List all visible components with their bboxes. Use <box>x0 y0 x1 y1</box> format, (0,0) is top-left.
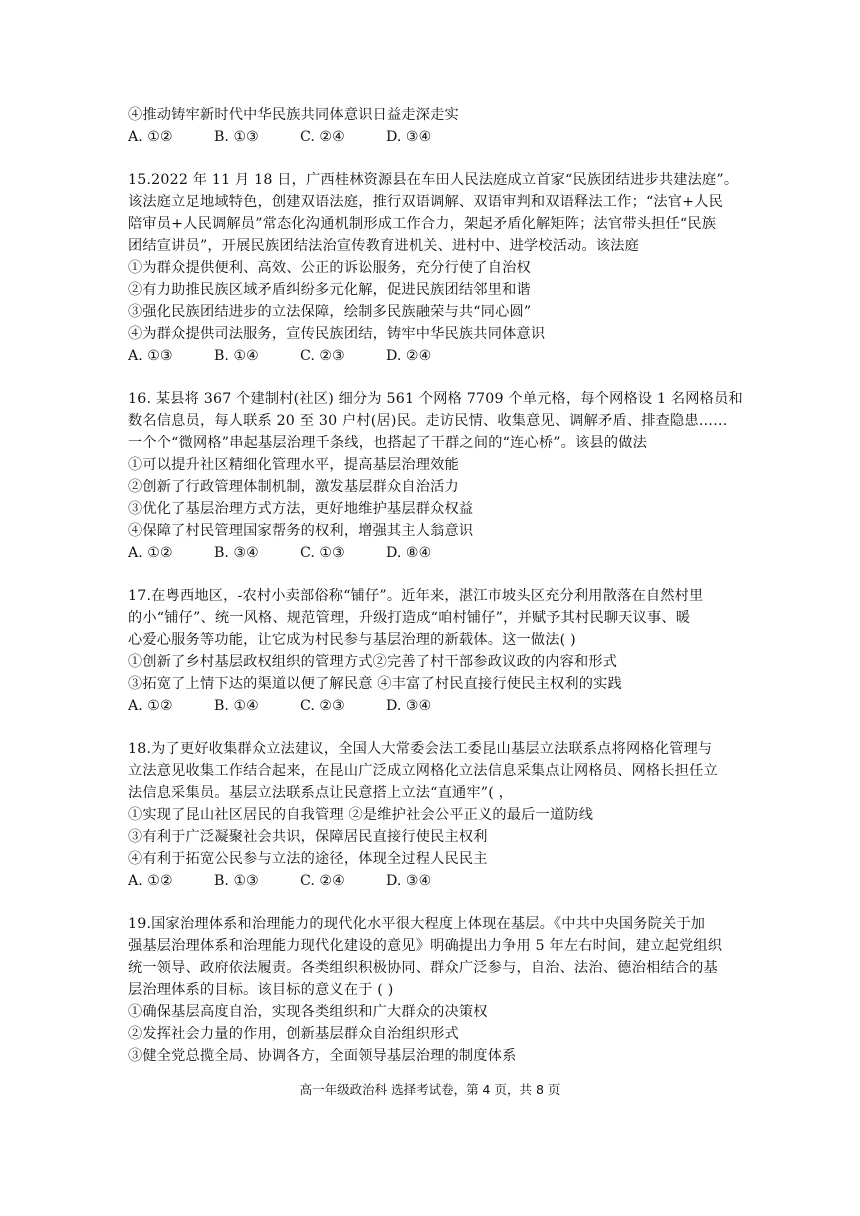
exam-page <box>128 104 748 1067</box>
option-b: B. ①④ <box>214 698 259 714</box>
answer-options <box>128 126 748 148</box>
statement: ①可以提升社区精细化管理水平，提高基层治理效能 <box>128 457 459 473</box>
statement: ③强化民族团结进步的立法保障，绘制多民族融荣与共“同心圆” <box>128 304 532 320</box>
option-b: B. ③④ <box>214 545 259 561</box>
option-d: D. ③④ <box>386 698 432 714</box>
question-text: 15.2022 年 11 月 18 日，广西桂林资源县在车田人民法庭成立首家“民族团结进步共建法庭”。 <box>128 172 739 188</box>
option-c: C. ①③ <box>300 545 345 561</box>
option-a: A. ①② <box>128 545 173 561</box>
option-d: D. ③④ <box>386 873 432 889</box>
option-a: A. ①② <box>128 698 173 714</box>
answer-options <box>128 695 748 717</box>
option-d: D. ③④ <box>386 129 432 145</box>
statement: ③有利于广泛凝聚社会共识，保障居民直接行使民主权利 <box>128 829 488 845</box>
option-c: C. ②③ <box>300 348 345 364</box>
statement: ①为群众提供便利、高效、公正的诉讼服务，充分行使了自治权 <box>128 260 531 276</box>
statement: ①创新了乡村基层政权组织的管理方式②完善了村干部参政议政的内容和形式 <box>128 654 618 670</box>
statement: ①确保基层高度自治，实现各类组织和广大群众的决策权 <box>128 1004 488 1020</box>
statement: ②创新了行政管理体制机制，激发基层群众自治活力 <box>128 479 459 495</box>
option-a: A. ①② <box>128 129 173 145</box>
option-b: B. ①③ <box>214 129 259 145</box>
option-b: B. ①③ <box>214 873 259 889</box>
answer-options <box>128 870 748 892</box>
question-text: 19.国家治理体系和治理能力的现代化水平很大程度上体现在基层。《中共中央国务院关于加 <box>128 916 706 932</box>
statement: ④保障了村民管理国家帮务的权利，增强其主人翁意识 <box>128 523 474 539</box>
option-a: A. ①② <box>128 873 173 889</box>
question-text: 陪审员+人民调解员”常态化沟通机制形成工作合力，架起矛盾化解矩阵；法官带头担任“民族 <box>128 216 717 232</box>
question-text: 层治理体系的目标。该目标的意义在于 ( ) <box>128 982 394 998</box>
question-text: 数名信息员，每人联系 20 至 30 户村(居)民。走访民情、收集意见、调解矛盾、排查隐患…… <box>128 413 728 429</box>
question-text: 一个个“微网格”串起基层治理千条线，也搭起了干群之间的“连心桥”。该县的做法 <box>128 435 647 451</box>
option-d: D. ②④ <box>386 348 432 364</box>
option-a: A. ①③ <box>128 348 173 364</box>
question-text: 18.为了更好收集群众立法建议，全国人大常委会法工委昆山基层立法联系点将网格化管理与 <box>128 741 713 757</box>
page-footer: 高一年级政治科 选择考试卷，第 4 页，共 8 页 <box>299 1082 561 1097</box>
option-c: C. ②④ <box>300 129 345 145</box>
question-15 <box>128 169 748 367</box>
statement: ①实现了昆山社区居民的自我管理 ②是维护社会公平正义的最后一道防线 <box>128 807 594 823</box>
question-text: 17.在粤西地区，-农村小卖部俗称“铺仔”。近年来，湛江市坡头区充分利用散落在自然村里 <box>128 588 704 604</box>
answer-options <box>128 345 748 367</box>
question-text: 法信息采集员。基层立法联系点让民意搭上立法“直通牢”( ， <box>128 785 514 801</box>
question-16 <box>128 388 748 564</box>
question-text: 立法意见收集工作结合起来，在昆山广泛成立网格化立法信息采集点让网格员、网格长担任立 <box>128 763 718 779</box>
question-17 <box>128 585 748 717</box>
question-19 <box>128 913 748 1067</box>
question-text: 强基层治理体系和治理能力现代化建设的意见》明确提出力争用 5 年左右时间，建立起党组织 <box>128 938 723 954</box>
question-text: 团结宣讲员”，开展民族团结法治宣传教育进机关、进村中、进学校活动。该法庭 <box>128 238 640 254</box>
statement: ④有利于拓宽公民参与立法的途径，体现全过程人民民主 <box>128 851 488 867</box>
question-text: 的小“铺仔”、统一风格、规范管理，升级打造成“咱村铺仔”，并赋予其村民聊天议事、暖 <box>128 610 691 626</box>
option-d: D. ⑧④ <box>386 545 432 561</box>
answer-options <box>128 542 748 564</box>
statement: ④为群众提供司法服务，宣传民族团结，铸牢中华民族共同体意识 <box>128 326 546 342</box>
question-18 <box>128 738 748 892</box>
question-text: 心爱心服务等功能，让它成为村民参与基层治理的新载体。这一做法( ) <box>128 632 576 648</box>
question-text: 该法庭立足地域特色，创建双语法庭，推行双语调解、双语审判和双语释法工作；“法官+人民 <box>128 194 724 210</box>
option-b: B. ①④ <box>214 348 259 364</box>
question-text: 统一领导、政府依法履责。各类组织积极协同、群众广泛参与，自治、法治、德治相结合的基 <box>128 960 718 976</box>
statement: ③拓宽了上情下达的渠道以便了解民意 ④丰富了村民直接行使民主权利的实践 <box>128 676 622 692</box>
question-14-tail <box>128 104 748 148</box>
statement: ②有力助推民族区域矛盾纠纷多元化解，促进民族团结邻里和谐 <box>128 282 531 298</box>
statement: ③优化了基层治理方式方法，更好地维护基层群众权益 <box>128 501 474 517</box>
statement: ②发挥社会力量的作用，创新基层群众自治组织形式 <box>128 1026 459 1042</box>
option-c: C. ②④ <box>300 873 345 889</box>
option-c: C. ②③ <box>300 698 345 714</box>
statement: ④推动铸牢新时代中华民族共同体意识日益走深走实 <box>128 107 459 123</box>
question-text: 16. 某县将 367 个建制村(社区) 细分为 561 个网格 7709 个单元格，每个网格设 1 名网格员和 <box>128 391 743 407</box>
statement: ③健全党总揽全局、协调各方，全面领导基层治理的制度体系 <box>128 1048 517 1064</box>
